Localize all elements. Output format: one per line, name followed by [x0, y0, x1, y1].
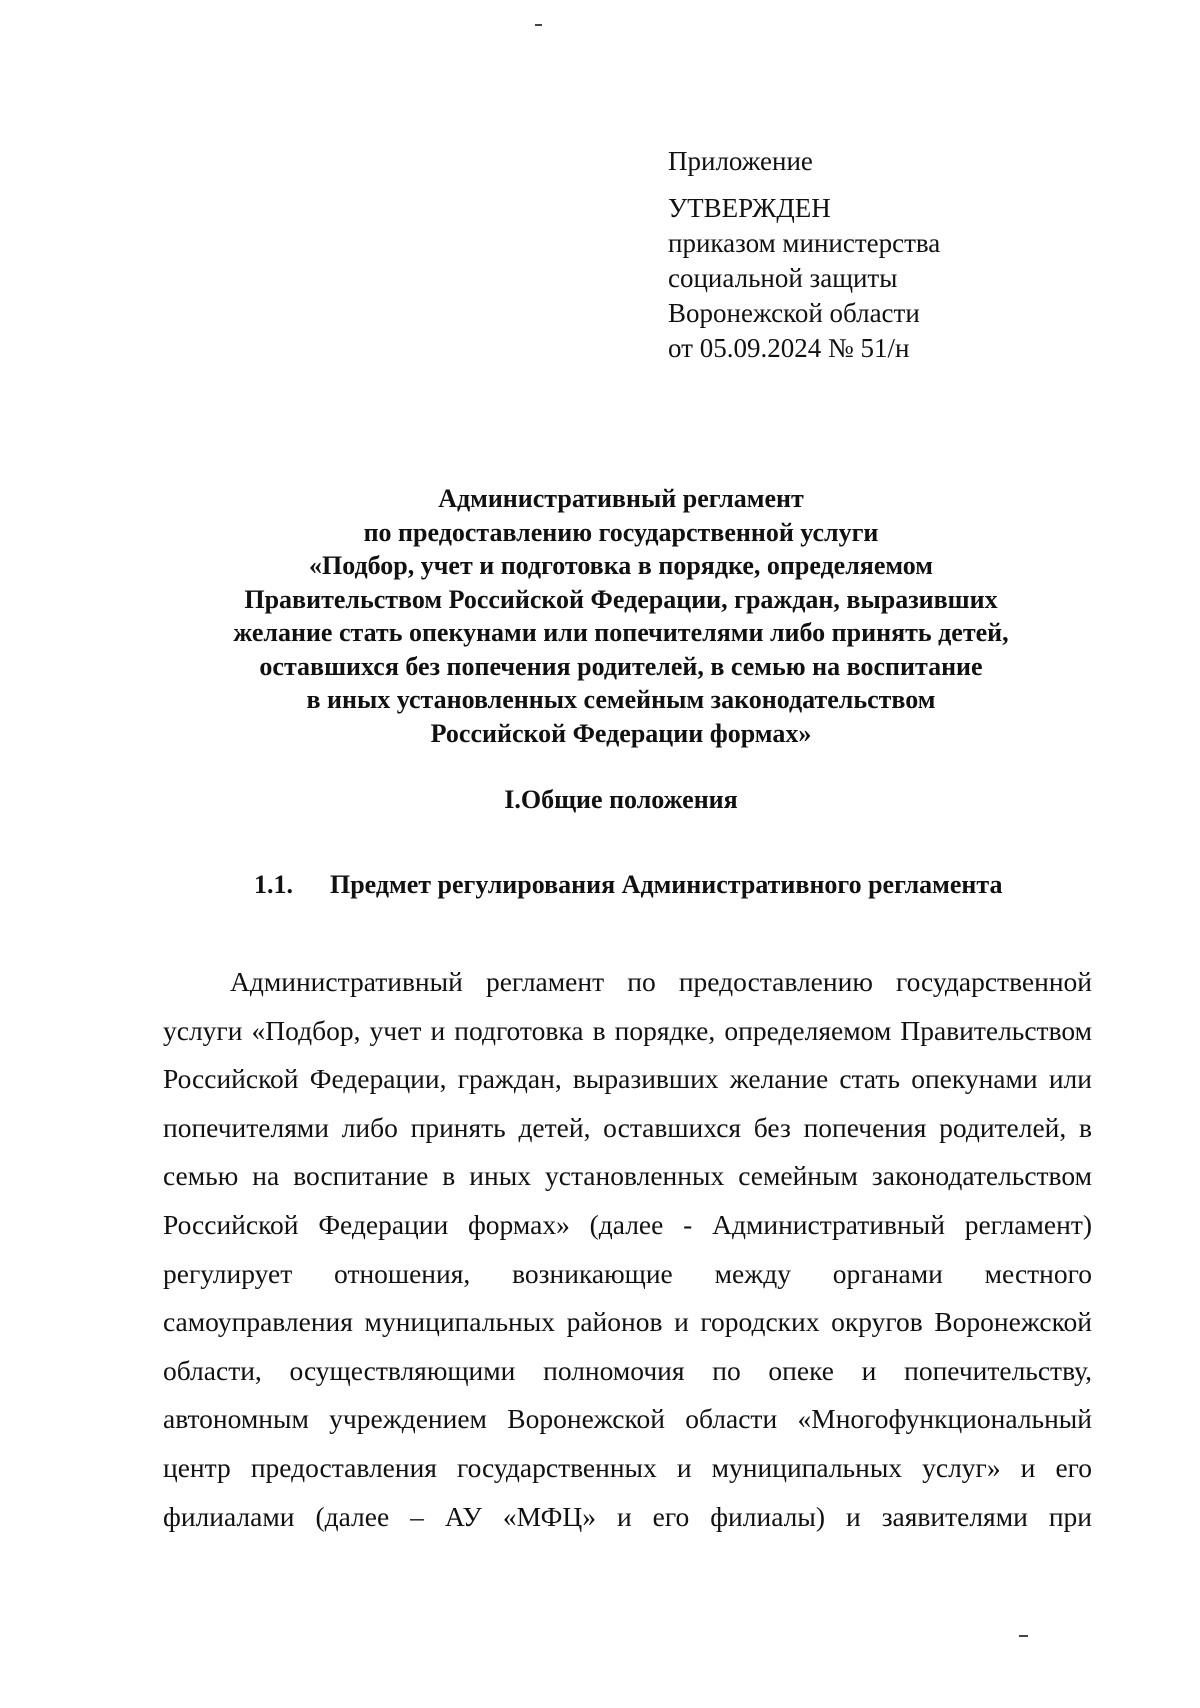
paragraph-line: самоуправления муниципальных районов и городских округов Воронежской: [163, 1306, 1092, 1338]
subsection-number: 1.1.: [254, 870, 293, 899]
title-line: по предоставлению государственной услуги: [363, 517, 879, 547]
paragraph-line: области, осуществляющими полномочия по опеке и попечительству,: [163, 1354, 1092, 1386]
paragraph-line: филиалами (далее – АУ «МФЦ» и его филиалы) и заявителями при: [163, 1500, 1092, 1532]
section-heading: I.Общие положения: [504, 785, 738, 814]
approval-block: [668, 144, 940, 366]
subsection-title: Предмет регулирования Административного регламента: [330, 870, 1003, 899]
approval-line: социальной защиты: [668, 263, 898, 293]
subsection-heading: [254, 868, 1002, 902]
annex-label: Приложение: [668, 146, 813, 176]
approval-line: Воронежской области: [668, 298, 920, 328]
title-line: в иных установленных семейным законодательством: [306, 685, 936, 714]
document-title: [160, 482, 1082, 750]
paragraph-line: регулирует отношения, возникающие между органами местного: [163, 1257, 1092, 1289]
title-line: Правительством Российской Федерации, граждан, выразивших: [244, 584, 998, 614]
title-line: Административный регламент: [438, 484, 804, 513]
title-line: оставшихся без попечения родителей, в семью на воспитание: [259, 651, 983, 681]
paragraph-line: Российской Федерации, граждан, выразивших желание стать опекунами или: [163, 1063, 1092, 1095]
paragraph-line: центр предоставления государственных и муниципальных услуг» и его: [163, 1451, 1092, 1483]
title-line: «Подбор, учет и подготовка в порядке, определяемом: [309, 551, 933, 580]
paragraph-line: попечителями либо принять детей, оставшихся без попечения родителей, в: [163, 1111, 1092, 1143]
title-line: Российской Федерации формах»: [430, 718, 812, 748]
scan-artifact-top: [535, 24, 542, 26]
title-line: желание стать опекунами или попечителями либо принять детей,: [233, 618, 1009, 647]
approval-line: приказом министерства: [668, 228, 941, 258]
body-paragraph: [163, 958, 1092, 1541]
scan-artifact-bottom: [1019, 1635, 1028, 1637]
paragraph-line: услуги «Подбор, учет и подготовка в порядке, определяемом Правительством: [163, 1014, 1092, 1046]
approval-order-number: от 05.09.2024 № 51/н: [668, 333, 910, 363]
paragraph-line: Административный регламент по предоставлению государственной: [230, 966, 1092, 997]
approval-line: УТВЕРЖДЕН: [668, 193, 831, 223]
paragraph-line: Российской Федерации формах» (далее - Административный регламент): [163, 1208, 1092, 1240]
paragraph-line: семью на воспитание в иных установленных семейным законодательством: [163, 1160, 1092, 1192]
paragraph-line: автономным учреждением Воронежской области «Многофункциональный: [163, 1403, 1092, 1435]
